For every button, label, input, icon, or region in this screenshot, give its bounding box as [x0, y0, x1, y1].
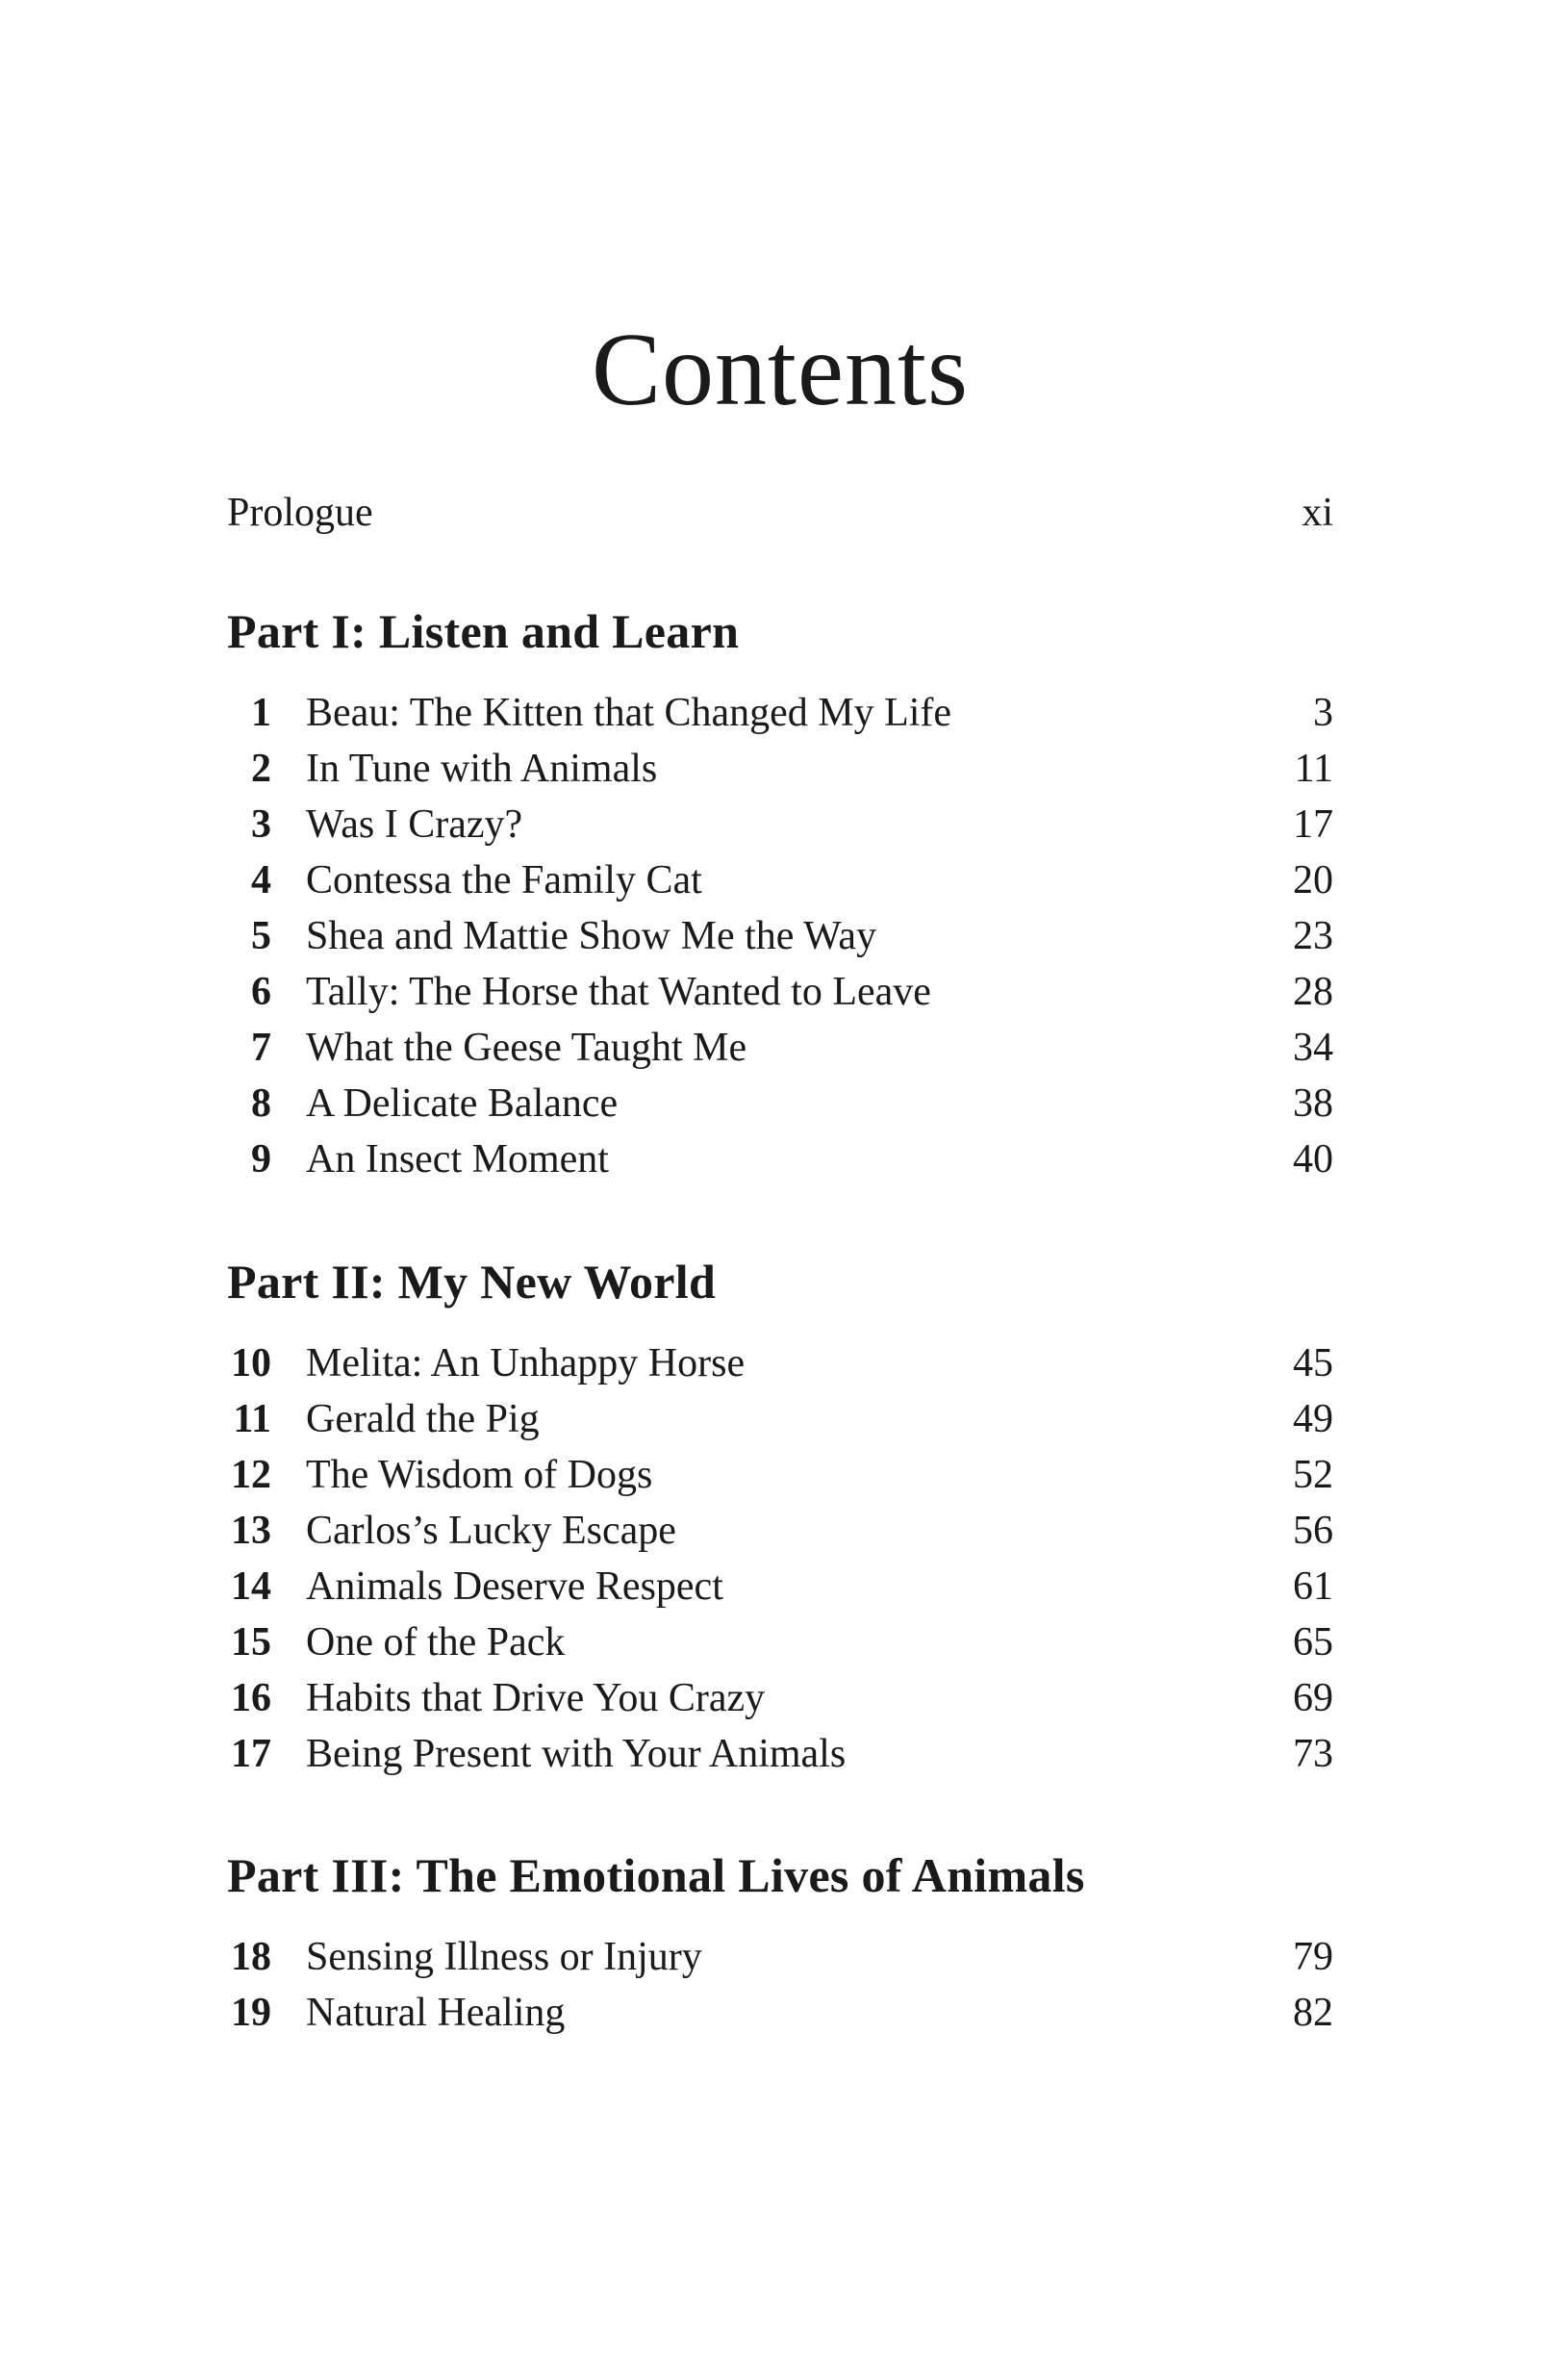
prologue-page-number: xi [1302, 491, 1333, 535]
part-title: Part II: My New World [227, 1255, 717, 1309]
chapter-number: 19 [231, 1991, 271, 2035]
chapter-title: Sensing Illness or Injury [306, 1935, 702, 1979]
toc-entry[interactable] [227, 1076, 1333, 1131]
chapter-number: 9 [251, 1137, 271, 1182]
chapter-title: Was I Crazy? [306, 802, 523, 847]
toc-entry[interactable] [227, 1503, 1333, 1559]
chapter-title: A Delicate Balance [306, 1081, 619, 1126]
chapter-number: 18 [231, 1935, 271, 1979]
chapter-title: What the Geese Taught Me [306, 1026, 747, 1070]
chapter-number: 5 [251, 914, 271, 958]
toc-entry[interactable] [227, 1929, 1333, 1985]
chapter-page-number: 65 [1293, 1620, 1333, 1665]
chapter-page-number: 28 [1293, 970, 1333, 1014]
chapter-title: Habits that Drive You Crazy [306, 1676, 766, 1720]
toc-entry[interactable] [227, 1985, 1333, 2041]
toc-entry[interactable] [227, 1020, 1333, 1076]
part-title: Part I: Listen and Learn [227, 604, 740, 658]
chapter-number: 3 [251, 802, 271, 847]
chapter-list [227, 1335, 1333, 1782]
chapter-number: 10 [231, 1341, 271, 1385]
toc-entry[interactable] [227, 908, 1333, 964]
toc-entry[interactable] [227, 1726, 1333, 1782]
chapter-list [227, 685, 1333, 1187]
chapter-number: 13 [231, 1509, 271, 1553]
chapter-title: Animals Deserve Respect [306, 1564, 723, 1609]
toc-entry[interactable] [227, 1131, 1333, 1187]
chapter-page-number: 73 [1293, 1732, 1333, 1776]
toc-entry[interactable] [227, 1447, 1333, 1503]
toc-entry[interactable] [227, 741, 1333, 797]
chapter-number: 2 [251, 747, 271, 791]
toc-entry[interactable] [227, 685, 1333, 741]
chapter-number: 12 [231, 1453, 271, 1497]
part-section [227, 1844, 1333, 2041]
part-title: Part III: The Emotional Lives of Animals [227, 1848, 1085, 1902]
toc-entry[interactable] [227, 1391, 1333, 1447]
chapter-title: Tally: The Horse that Wanted to Leave [306, 970, 931, 1014]
chapter-number: 14 [231, 1564, 271, 1609]
chapter-page-number: 56 [1293, 1509, 1333, 1553]
chapter-page-number: 40 [1293, 1137, 1333, 1182]
chapter-title: Beau: The Kitten that Changed My Life [306, 691, 952, 735]
toc-entry[interactable] [227, 797, 1333, 852]
chapter-page-number: 20 [1293, 858, 1333, 902]
chapter-number: 8 [251, 1081, 271, 1126]
chapter-number: 1 [251, 691, 271, 735]
chapter-page-number: 45 [1293, 1341, 1333, 1385]
chapter-title: Being Present with Your Animals [306, 1732, 847, 1776]
chapter-title: Natural Healing [306, 1991, 566, 2035]
chapter-page-number: 82 [1293, 1991, 1333, 2035]
chapter-page-number: 61 [1293, 1564, 1333, 1609]
chapter-title: Shea and Mattie Show Me the Way [306, 914, 877, 958]
chapter-number: 6 [251, 970, 271, 1014]
chapter-number: 4 [251, 858, 271, 902]
chapter-number: 7 [251, 1026, 271, 1070]
toc-entry[interactable] [227, 1335, 1333, 1391]
chapter-page-number: 17 [1293, 802, 1333, 847]
chapter-title: Melita: An Unhappy Horse [306, 1341, 746, 1385]
chapter-page-number: 49 [1293, 1397, 1333, 1441]
chapter-number: 15 [231, 1620, 271, 1665]
page-title: Contents [591, 313, 969, 428]
chapter-page-number: 11 [1294, 747, 1333, 791]
chapter-title: One of the Pack [306, 1620, 566, 1665]
chapter-title: Contessa the Family Cat [306, 858, 702, 902]
chapter-title: In Tune with Animals [306, 747, 658, 791]
chapter-title: Carlos’s Lucky Escape [306, 1509, 676, 1553]
chapter-title: Gerald the Pig [306, 1397, 540, 1441]
toc-entry[interactable] [227, 1614, 1333, 1670]
chapter-page-number: 69 [1293, 1676, 1333, 1720]
chapter-number: 17 [231, 1732, 271, 1776]
contents-page [227, 0, 1333, 2364]
chapter-number: 16 [231, 1676, 271, 1720]
chapter-page-number: 38 [1293, 1081, 1333, 1126]
part-section [227, 600, 1333, 1187]
toc-entry[interactable] [227, 1670, 1333, 1726]
toc-entry[interactable] [227, 1559, 1333, 1614]
toc-entry[interactable] [227, 964, 1333, 1020]
part-section [227, 1251, 1333, 1782]
chapter-page-number: 34 [1293, 1026, 1333, 1070]
chapter-page-number: 3 [1313, 691, 1333, 735]
chapter-page-number: 23 [1293, 914, 1333, 958]
chapter-number: 11 [233, 1397, 271, 1441]
toc-entry[interactable] [227, 852, 1333, 908]
chapter-list [227, 1929, 1333, 2041]
toc-entry-prologue[interactable] [227, 486, 1333, 540]
chapter-title: The Wisdom of Dogs [306, 1453, 653, 1497]
chapter-page-number: 79 [1293, 1935, 1333, 1979]
chapter-page-number: 52 [1293, 1453, 1333, 1497]
prologue-label: Prologue [227, 491, 373, 535]
chapter-title: An Insect Moment [306, 1137, 609, 1182]
